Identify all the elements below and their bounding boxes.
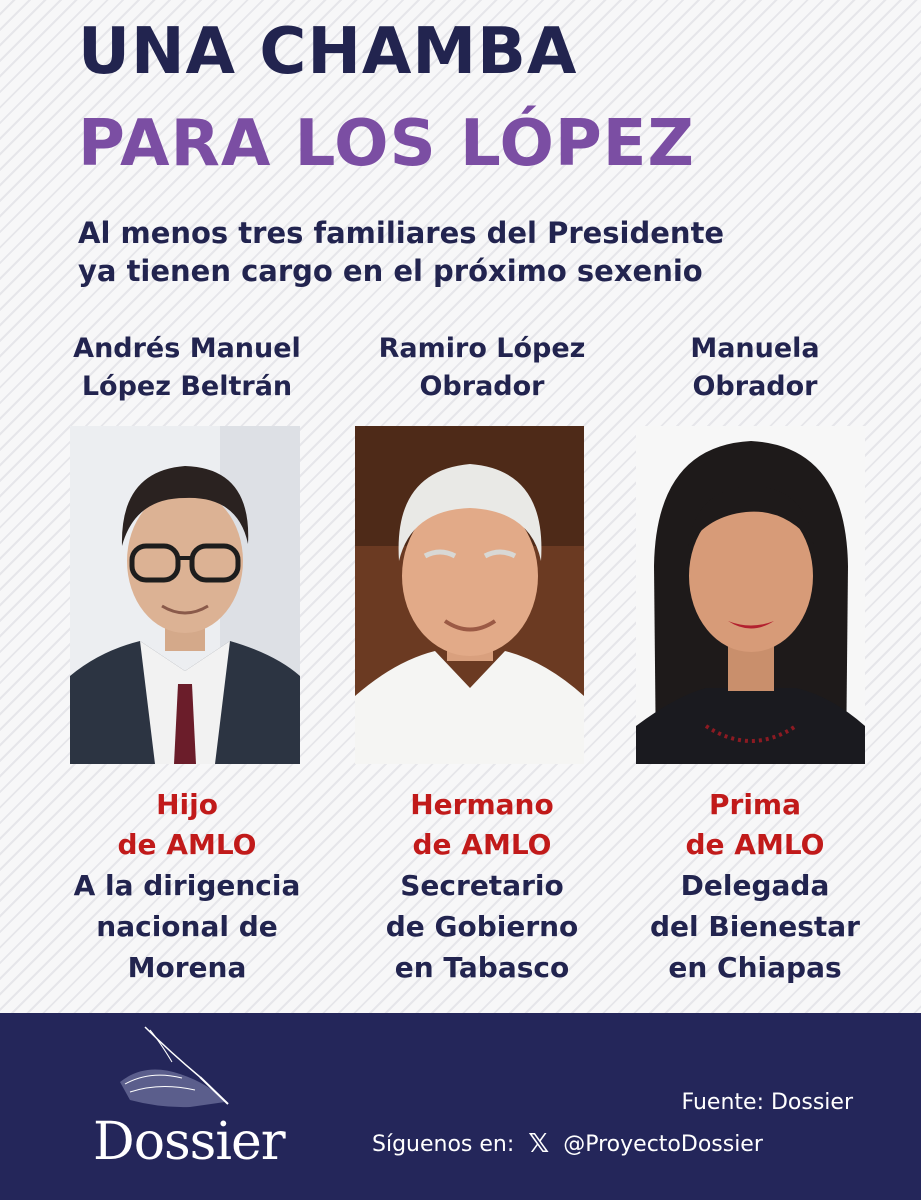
person-name-line-2: Obrador (692, 371, 818, 402)
person-photo (355, 426, 584, 764)
dossier-quill-logo-icon (100, 1022, 250, 1117)
person-position-line-1: Secretario (400, 869, 564, 902)
person-position-line-3: en Chiapas (668, 951, 842, 984)
person-name-line-1: Andrés Manuel (73, 333, 301, 364)
person-relation (42, 785, 332, 865)
person-photo-image (636, 426, 865, 764)
page-title-line-2: PARA LOS LÓPEZ (78, 107, 695, 181)
person-photo (70, 426, 300, 764)
follow-label: Síguenos en: (372, 1131, 515, 1157)
person-relation-line-2: de AMLO (412, 828, 552, 861)
follow-us (372, 1131, 763, 1157)
subtitle-line-2: ya tienen cargo en el próximo sexenio (78, 254, 703, 288)
person-card-andres (42, 330, 332, 984)
person-photo (636, 426, 865, 764)
person-relation (337, 785, 627, 865)
person-name-line-2: Obrador (419, 371, 545, 402)
person-relation (610, 785, 900, 865)
person-position (337, 865, 627, 988)
person-photo-image (355, 426, 584, 764)
person-relation-line-2: de AMLO (685, 828, 825, 861)
person-name-line-1: Ramiro López (378, 333, 586, 364)
person-position-line-2: del Bienestar (650, 910, 860, 943)
subtitle (78, 214, 838, 290)
person-position-line-1: Delegada (680, 869, 830, 902)
person-relation-line-1: Prima (709, 788, 801, 821)
person-position-line-2: de Gobierno (385, 910, 579, 943)
person-card-manuela (610, 330, 900, 984)
x-logo-icon: 𝕏 (528, 1129, 550, 1159)
person-photo-image (70, 426, 300, 764)
person-relation-line-2: de AMLO (117, 828, 257, 861)
person-position-line-3: Morena (127, 951, 247, 984)
person-position (610, 865, 900, 988)
person-name-line-1: Manuela (690, 333, 820, 364)
person-relation-line-1: Hijo (156, 788, 218, 821)
person-name (610, 330, 900, 410)
person-name-line-2: López Beltrán (81, 371, 293, 402)
person-position-line-2: nacional de (96, 910, 278, 943)
person-position-line-3: en Tabasco (394, 951, 570, 984)
dossier-logo: Dossier (93, 1112, 285, 1172)
person-relation-line-1: Hermano (410, 788, 554, 821)
subtitle-line-1: Al menos tres familiares del Presidente (78, 216, 725, 250)
person-position (42, 865, 332, 988)
person-name (337, 330, 627, 410)
person-name (42, 330, 332, 410)
social-handle[interactable]: @ProyectoDossier (563, 1131, 763, 1157)
source-credit: Fuente: Dossier (681, 1090, 853, 1115)
page-title-line-1: UNA CHAMBA (78, 15, 578, 89)
person-position-line-1: A la dirigencia (73, 869, 301, 902)
person-card-ramiro (337, 330, 627, 984)
